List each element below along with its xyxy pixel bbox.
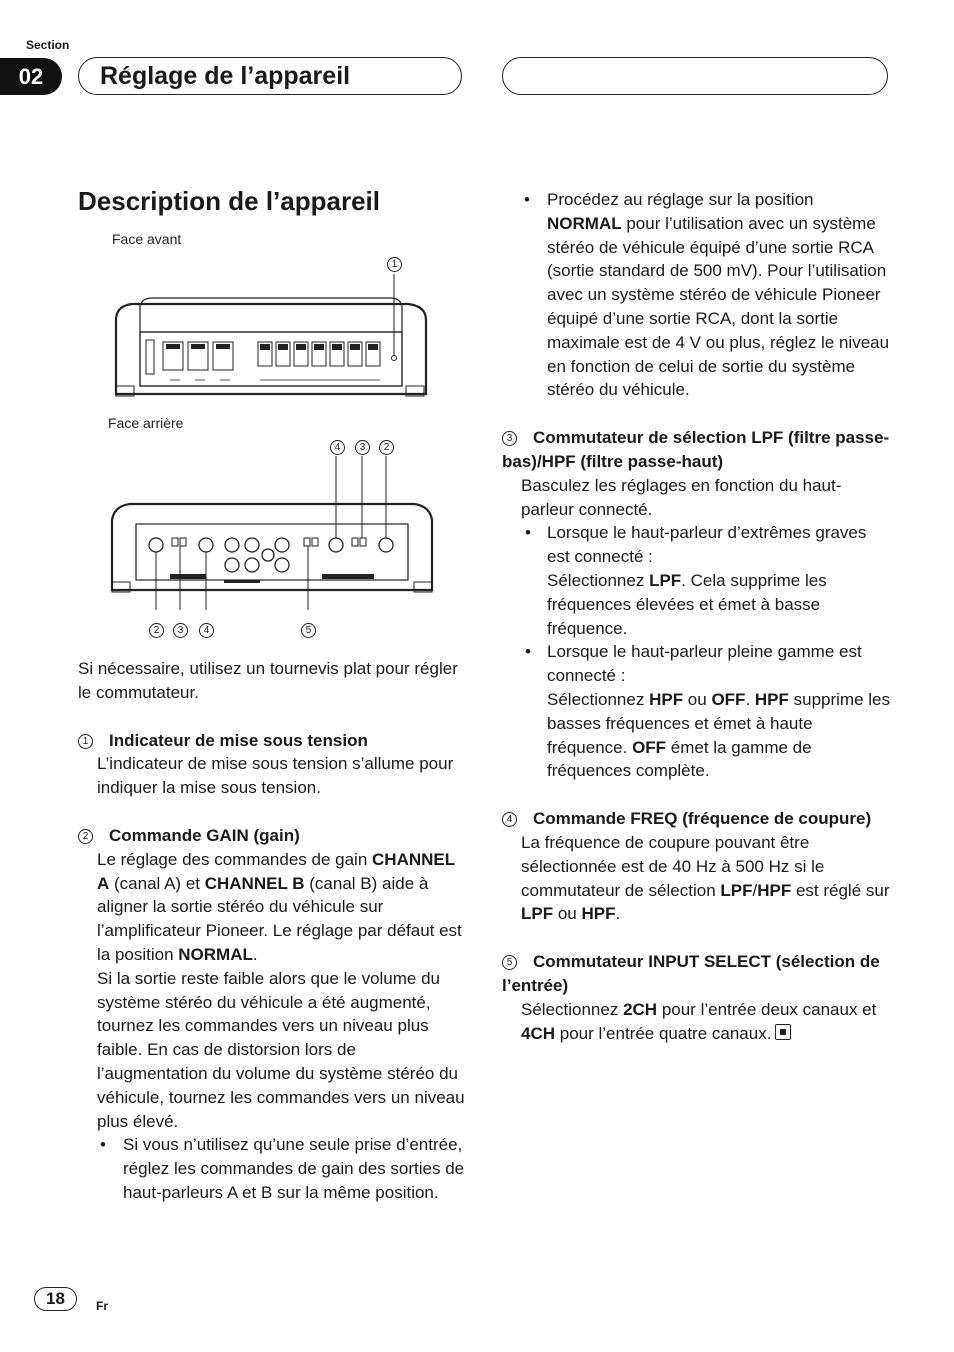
item3-bullets — [502, 521, 892, 783]
item2-body: Le réglage des commandes de gain CHANNEL A (canal A) et CHANNEL B (canal B) aide à aligner la sortie stéréo du véhicule sur l’amplificateur Pioneer. Le réglage par défaut est la position NORMAL. — [97, 849, 462, 964]
rear-bottom-callout-3: 3 — [173, 623, 188, 638]
rear-top-callout-4: 4 — [330, 440, 345, 455]
item5-body: Sélectionnez 2CH pour l’entrée deux canaux et 4CH pour l’entrée quatre canaux. — [521, 999, 877, 1043]
item4-body: La fréquence de coupure pouvant être sélectionnée est de 40 Hz à 500 Hz si le commutateur de sélection LPF/HPF est réglé sur LPF ou HPF. — [521, 832, 890, 924]
item2-num: 2 — [78, 829, 93, 844]
item3-body: Basculez les réglages en fonction du haut-parleur connecté. — [521, 475, 842, 519]
front-callout-1: 1 — [387, 257, 402, 272]
gain-bullet: • Procédez au réglage sur la position NORMAL pour l’utilisation avec un système stéréo de véhicule équipé d’une sortie RCA (sortie standard de 500 mV). Pour l’utilisation avec un système stéréo de véhicule Pioneer équipé d’une sortie RCA, dont la sortie maximale est de 4 V ou plus, réglez le niveau en fonction de celui de sortie du système stéréo du véhicule. — [502, 188, 892, 402]
rear-top-callout-2: 2 — [379, 440, 394, 455]
section-number: 02 — [0, 58, 62, 95]
page-title: Description de l’appareil — [78, 186, 380, 216]
rear-panel-diagram — [100, 450, 440, 610]
item2-body-2: Si la sortie reste faible alors que le volume du système stéréo du véhicule a été augmenté, tournez les commandes vers un niveau plus faible. En cas de distorsion lors de l’augmentation du volume du système stéréo du véhicule, tournez les commandes vers un niveau plus élevé. — [97, 968, 465, 1131]
item3-bullet-2: • Lorsque le haut-parleur pleine gamme est connecté : Sélectionnez HPF ou OFF. HPF supprime les basses fréquences et émet à haute fréquence. OFF émet la gamme de fréquences complète. — [521, 640, 892, 783]
front-panel-diagram — [100, 250, 440, 410]
page-number: 18 — [34, 1287, 77, 1311]
item2-bullet: • Si vous n’utilisez qu’une seule prise d’entrée, réglez les commandes de gain des sorties de haut-parleurs A et B sur la même position. — [78, 1133, 466, 1204]
page-header-title: Réglage de l’appareil — [100, 62, 351, 90]
end-mark-icon — [775, 1024, 791, 1040]
item1-heading — [78, 729, 466, 753]
front-caption: Face avant — [112, 231, 182, 247]
left-column — [78, 657, 466, 1205]
item3-heading — [502, 426, 892, 474]
item4-heading — [502, 807, 892, 831]
item2-title: Commande GAIN (gain) — [109, 825, 300, 845]
item3-title: Commutateur de sélection LPF (filtre passe-bas)/HPF (filtre passe-haut) — [502, 428, 890, 471]
rear-bottom-callout-4: 4 — [199, 623, 214, 638]
item1-title: Indicateur de mise sous tension — [109, 730, 368, 750]
intro-text: Si nécessaire, utilisez un tournevis plat pour régler le commutateur. — [78, 659, 458, 702]
item5-title: Commutateur INPUT SELECT (sélection de l’entrée) — [502, 952, 880, 995]
rear-bottom-callout-5: 5 — [301, 623, 316, 638]
item5-heading — [502, 950, 892, 998]
language-code: Fr — [96, 1299, 108, 1313]
item2-heading — [78, 824, 466, 848]
item3-bullet-1: • Lorsque le haut-parleur d’extrêmes graves est connecté : Sélectionnez LPF. Cela supprime les fréquences élevées et émet à basse fréquence. — [521, 521, 892, 640]
right-column — [502, 188, 892, 1045]
rear-top-callout-3: 3 — [355, 440, 370, 455]
rear-caption: Face arrière — [108, 415, 184, 431]
item1-num: 1 — [78, 734, 93, 749]
item4-title: Commande FREQ (fréquence de coupure) — [533, 809, 872, 829]
header-right-frame — [502, 57, 888, 95]
section-label: Section — [26, 38, 70, 52]
item1-body: L’indicateur de mise sous tension s’allume pour indiquer la mise sous tension. — [97, 754, 454, 798]
item5-num: 5 — [502, 955, 517, 970]
item3-num: 3 — [502, 431, 517, 446]
item4-num: 4 — [502, 812, 517, 827]
rear-bottom-callout-2: 2 — [149, 623, 164, 638]
